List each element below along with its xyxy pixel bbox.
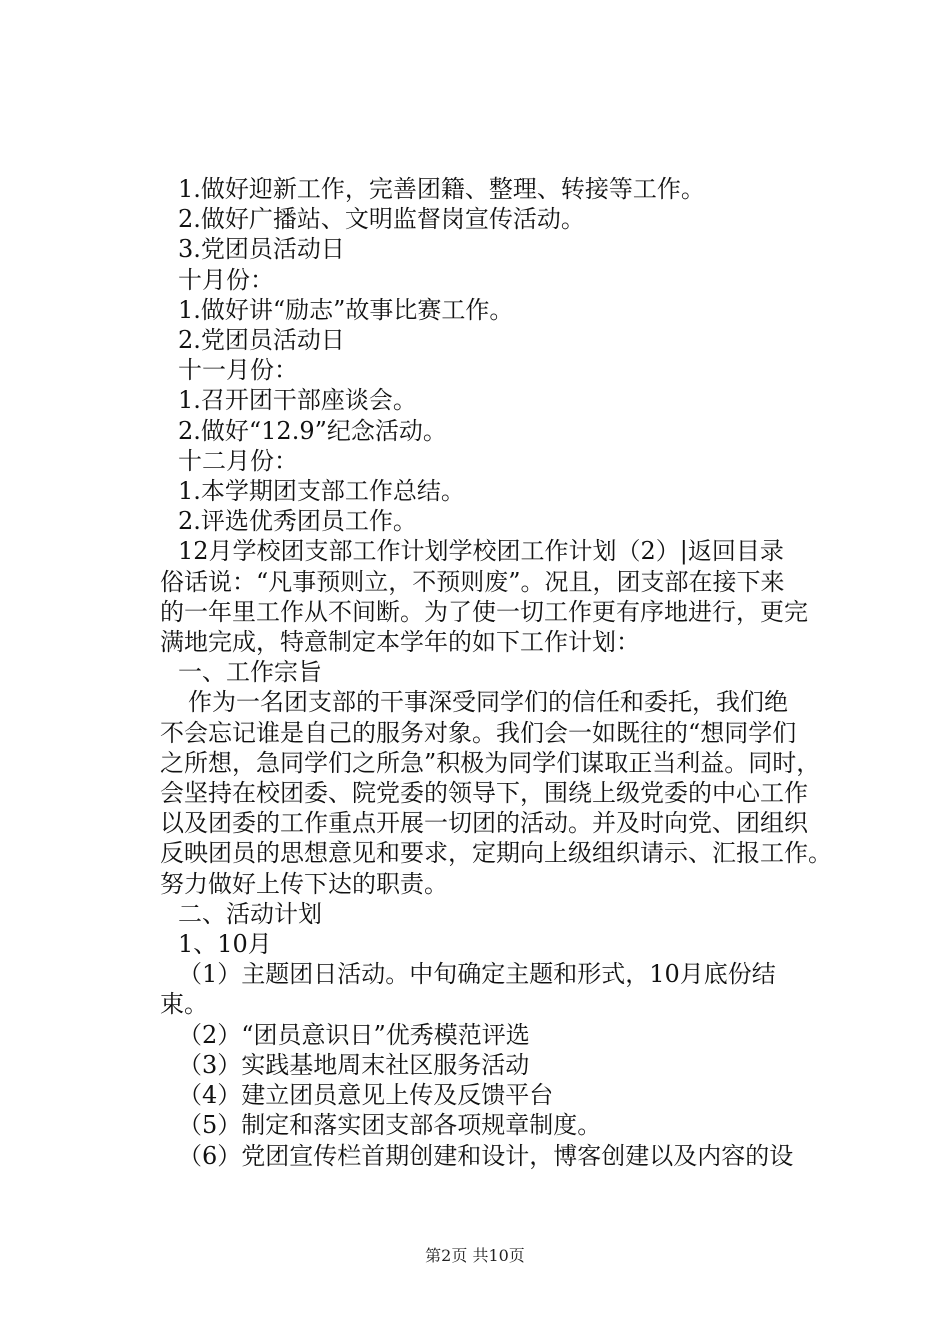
section-title: 一、工作宗旨 [178,658,322,687]
month-heading: 十二月份： [178,446,298,475]
page-footer: 第2页 共10页 [425,1246,525,1265]
month-heading: 1、10月 [178,930,272,959]
text-line: 2.党团员活动日 [178,326,345,355]
text-line: （1）主题团日活动。中旬确定主题和形式，10月底份结 [178,960,776,989]
text-line: 1.做好迎新工作，完善团籍、整理、转接等工作。 [178,175,705,203]
text-line: 2.做好“12.9”纪念活动。 [178,416,447,445]
month-heading: 十月份： [178,265,274,294]
text-line: 1.本学期团支部工作总结。 [178,477,465,506]
text-line: 2.做好广播站、文明监督岗宣传活动。 [178,205,585,234]
section-title: 二、活动计划 [178,899,322,928]
text-line: 以及团委的工作重点开展一切团的活动。并及时向党、团组织 [160,809,808,838]
return-to-toc-link[interactable]: 12月学校团支部工作计划学校团工作计划（2）|返回目录 [178,537,784,566]
plan-item [160,959,838,1019]
text-line: 2.评选优秀团员工作。 [178,507,417,536]
text-line: 作为一名团支部的干事深受同学们的信任和委托，我们绝 [188,688,788,717]
text-line: 之所想，急同学们之所急”积极为同学们谋取正当利益。同时， [160,748,821,777]
text-line: 3.党团员活动日 [178,235,345,264]
text-line: 反映团员的思想意见和要求，定期向上级组织请示、汇报工作。 [160,839,832,868]
text-line: 不会忘记谁是自己的服务对象。我们会一如既往的“想同学们 [160,718,797,747]
plan-item: （2）“团员意识日”优秀模范评选 [178,1020,530,1049]
purpose-paragraph [160,687,838,898]
text-line: 俗话说：“凡事预则立，不预则废”。况且，团支部在接下来 [160,567,785,596]
text-line: 会坚持在校团委、院党委的领导下，围绕上级党委的中心工作 [160,779,808,808]
text-line: 的一年里工作从不间断。为了使一切工作更有序地进行，更完 [160,597,808,626]
text-line: 满地完成，特意制定本学年的如下工作计划： [160,628,640,657]
text-line: 1.做好讲“励志”故事比赛工作。 [178,295,514,324]
plan-item: （4）建立团员意见上传及反馈平台 [178,1081,554,1110]
text-line: 束。 [160,990,208,1019]
intro-paragraph [160,567,838,658]
month-heading: 十一月份： [178,356,298,385]
text-line: 努力做好上传下达的职责。 [160,869,448,898]
plan-item: （6）党团宣传栏首期创建和设计，博客创建以及内容的设 [178,1141,794,1170]
plan-item: （3）实践基地周末社区服务活动 [178,1050,530,1079]
text-line: 1.召开团干部座谈会。 [178,386,417,415]
document-body [160,174,838,1171]
plan-item: （5）制定和落实团支部各项规章制度。 [178,1111,602,1140]
